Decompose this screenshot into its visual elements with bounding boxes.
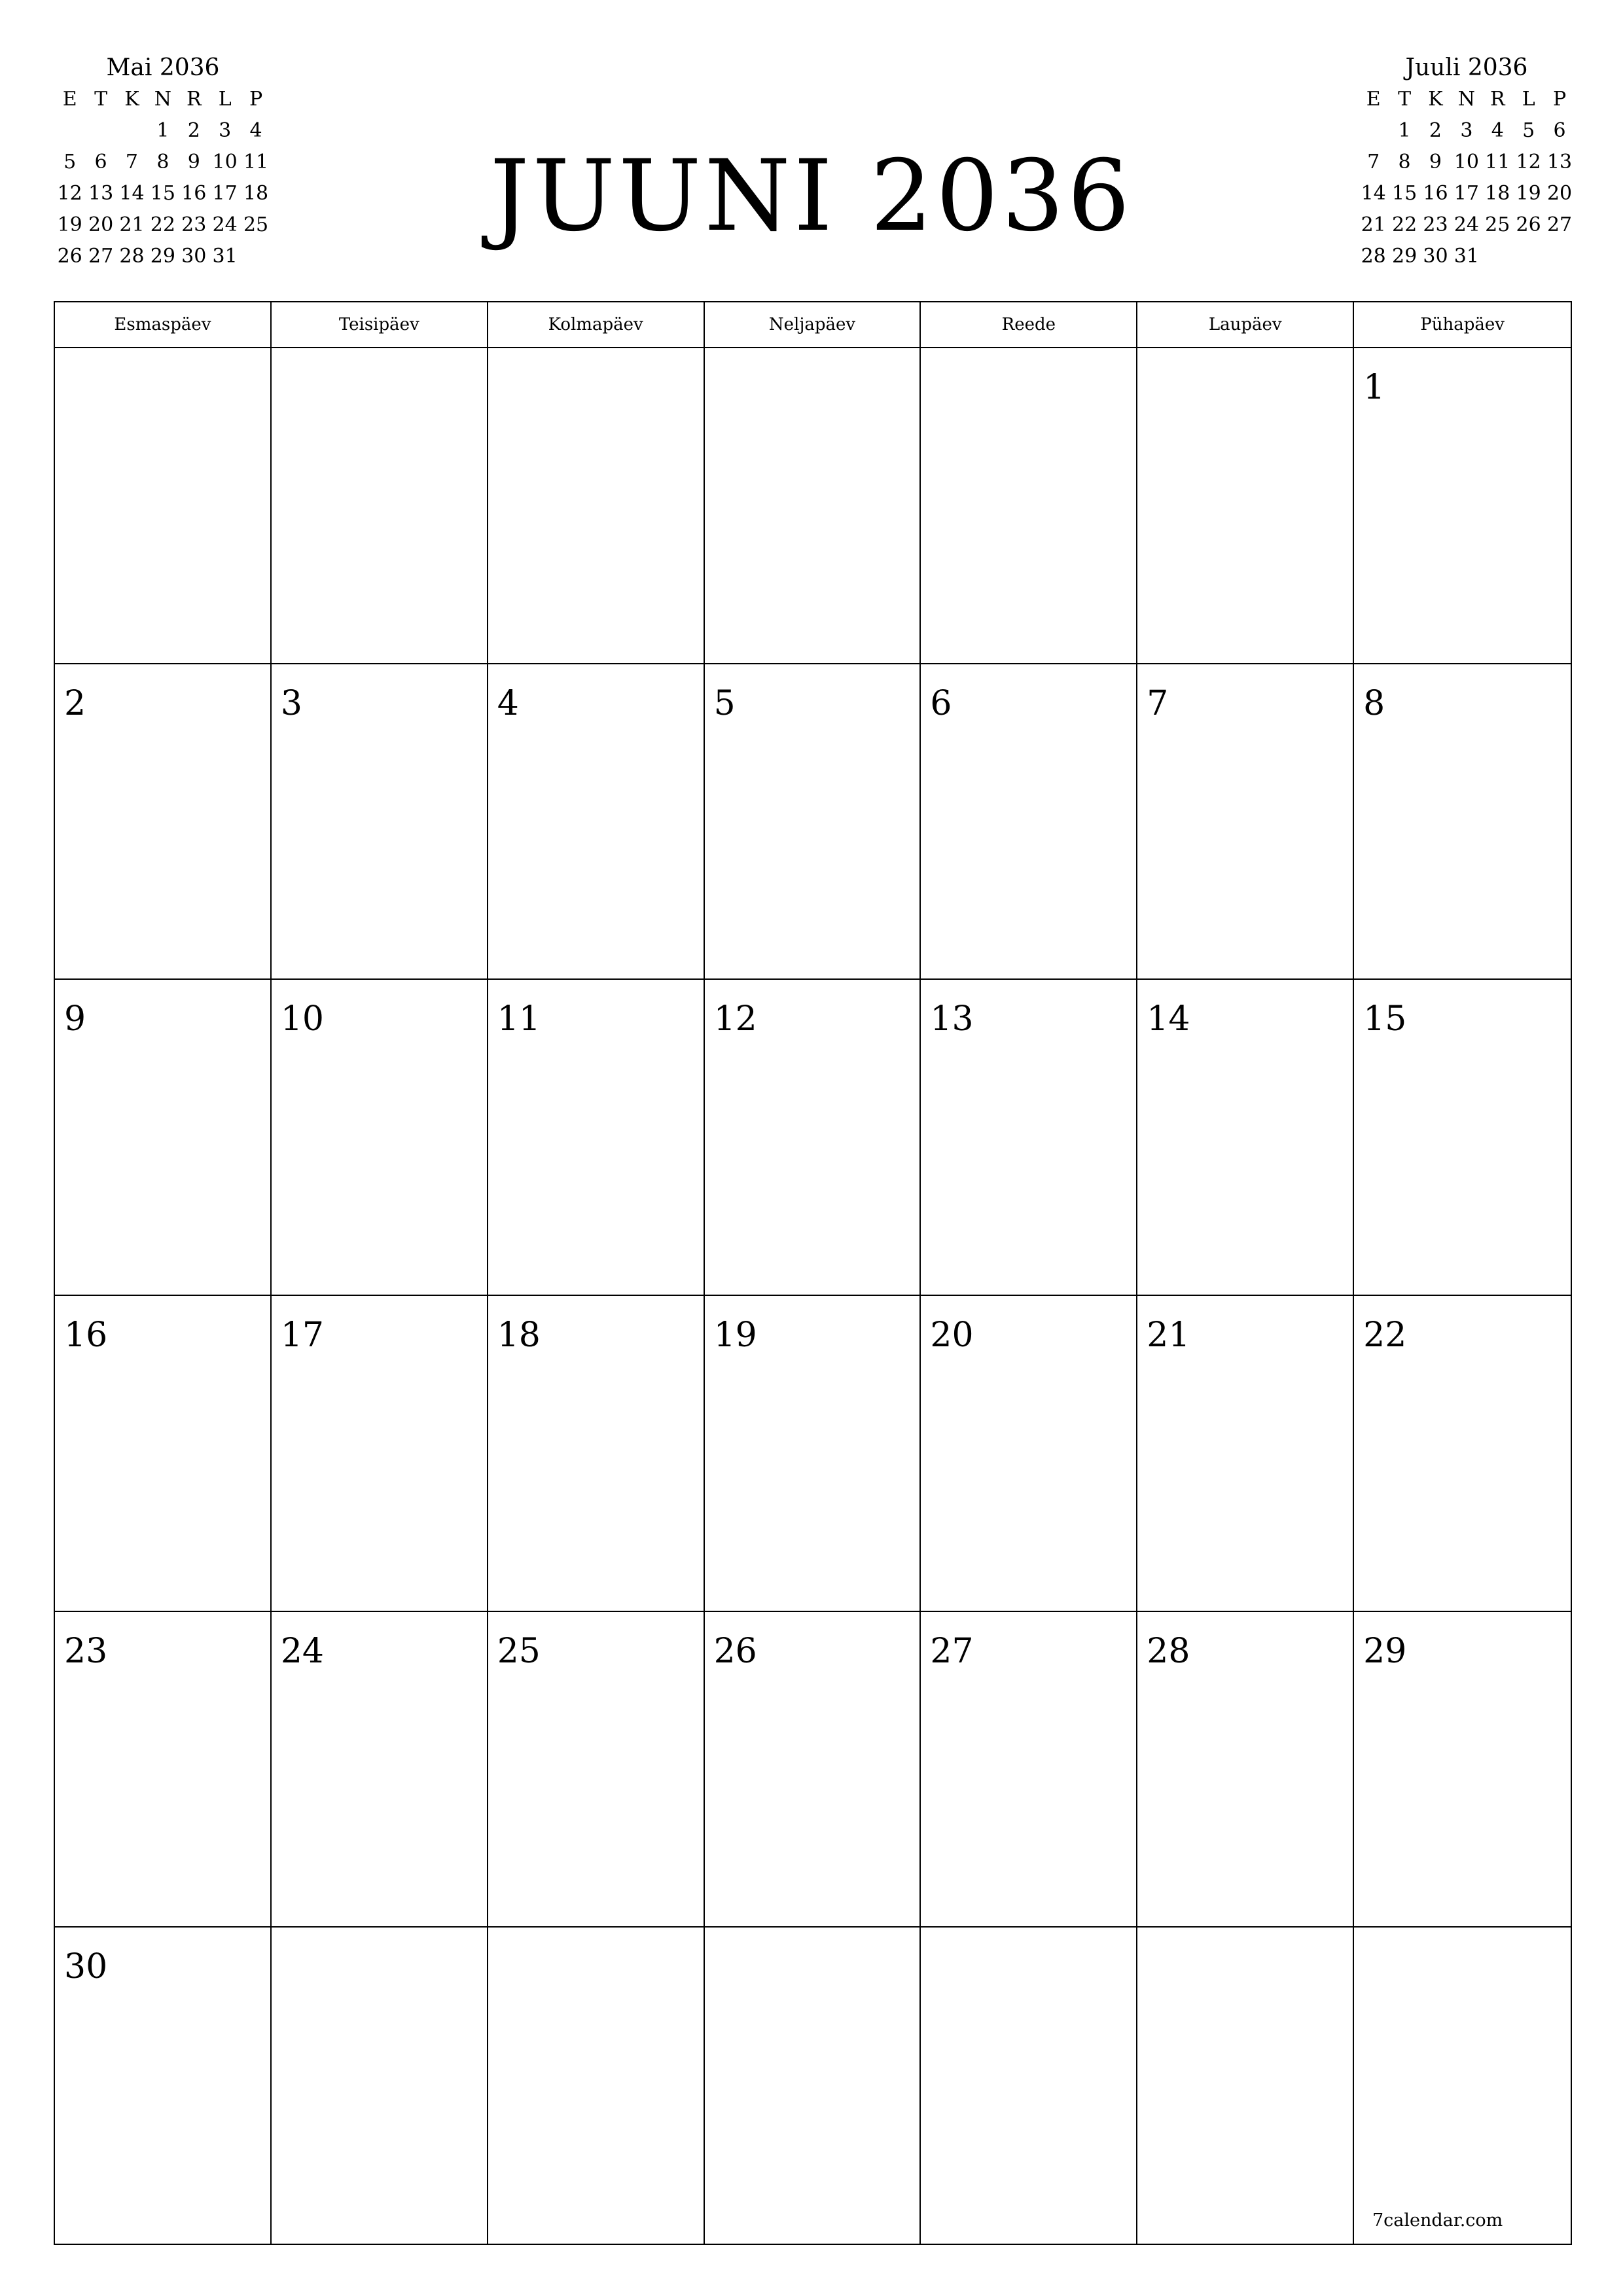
mini-day: 19	[57, 213, 82, 236]
day-number: 9	[64, 999, 86, 1039]
day-cell	[488, 1928, 705, 2244]
day-cell	[1137, 348, 1354, 664]
day-cell	[921, 1612, 1137, 1928]
mini-day: 9	[1429, 151, 1442, 173]
day-number: 29	[1363, 1631, 1407, 1671]
mini-day	[85, 115, 116, 147]
day-cell	[921, 664, 1137, 980]
mini-day: 14	[1361, 182, 1386, 205]
day-cell	[272, 1928, 488, 2244]
day-number: 30	[64, 1947, 108, 1987]
day-cell	[1137, 1296, 1354, 1612]
mini-weekday-label: L	[218, 88, 232, 111]
weekday-header: Teisipäev	[272, 302, 488, 347]
weekday-header: Kolmapäev	[488, 302, 705, 347]
day-cell	[705, 348, 921, 664]
mini-weekday-label: R	[186, 88, 202, 111]
mini-day: 25	[1485, 213, 1510, 236]
mini-weekday-label: N	[154, 88, 171, 111]
day-number: 11	[497, 999, 541, 1039]
mini-day: 10	[212, 151, 238, 173]
mini-day: 21	[1361, 213, 1386, 236]
mini-day: 13	[1546, 151, 1573, 173]
mini-day: 14	[119, 182, 145, 205]
day-cell	[1354, 1296, 1571, 1612]
mini-day: 29	[1391, 245, 1418, 268]
mini-day: 8	[1398, 151, 1411, 173]
mini-day: 15	[150, 182, 175, 205]
mini-day: 25	[243, 213, 269, 236]
mini-calendar-title: Juuli 2036	[1405, 54, 1528, 81]
day-cell	[1354, 1928, 1571, 2244]
day-cell	[55, 1928, 272, 2244]
mini-day: 19	[1516, 182, 1541, 205]
mini-day: 23	[181, 213, 207, 236]
mini-day: 4	[1491, 119, 1504, 142]
mini-day: 2	[1429, 119, 1442, 142]
mini-day: 8	[156, 151, 169, 173]
day-cell	[1137, 664, 1354, 980]
day-cell	[1354, 1612, 1571, 1928]
day-cell	[705, 1928, 921, 2244]
mini-day: 3	[219, 119, 232, 142]
day-number: 10	[280, 999, 325, 1039]
day-number: 5	[713, 683, 736, 723]
mini-day: 10	[1454, 151, 1479, 173]
weekday-header: Laupäev	[1137, 302, 1354, 347]
page-title: JUUNI 2036	[490, 139, 1133, 253]
mini-day: 13	[88, 182, 114, 205]
day-number: 28	[1147, 1631, 1190, 1671]
mini-day: 12	[1516, 151, 1541, 173]
mini-weekday-label: N	[1457, 88, 1475, 111]
mini-day: 26	[1516, 213, 1541, 236]
weekday-header: Pühapäev	[1420, 315, 1505, 334]
mini-day	[54, 115, 85, 147]
mini-day: 15	[1391, 182, 1418, 205]
mini-day: 31	[1454, 245, 1479, 268]
day-grid	[55, 348, 1571, 2244]
mini-weekday-label: K	[1428, 88, 1443, 111]
weekday-header-row	[55, 302, 1571, 348]
day-number: 4	[497, 683, 519, 723]
day-cell	[55, 980, 272, 1296]
footer-credit: 7calendar.com	[1372, 2210, 1503, 2231]
mini-weekday-label: T	[1398, 88, 1412, 111]
mini-day: 5	[1522, 119, 1535, 142]
mini-day: 24	[1454, 213, 1479, 236]
day-number: 8	[1363, 683, 1385, 723]
mini-day: 27	[1546, 213, 1573, 236]
day-number: 1	[1363, 368, 1385, 407]
day-number: 26	[713, 1631, 757, 1671]
day-number: 27	[930, 1631, 974, 1671]
day-cell	[1354, 664, 1571, 980]
day-number: 21	[1147, 1315, 1190, 1355]
day-cell	[55, 664, 272, 980]
day-cell	[1137, 1928, 1354, 2244]
mini-day: 20	[88, 213, 114, 236]
mini-day: 5	[63, 151, 77, 173]
mini-day: 7	[125, 151, 139, 173]
mini-day: 6	[94, 151, 107, 173]
mini-day: 1	[156, 119, 169, 142]
day-cell	[272, 664, 488, 980]
mini-weekday-label: E	[62, 88, 77, 111]
mini-day: 17	[1454, 182, 1479, 205]
day-cell	[705, 1296, 921, 1612]
day-cell	[921, 1296, 1137, 1612]
mini-day: 21	[119, 213, 145, 236]
day-cell	[1137, 980, 1354, 1296]
mini-calendar-next	[1358, 52, 1575, 272]
mini-calendar-grid	[1358, 84, 1575, 272]
mini-weekday-label: K	[124, 88, 139, 111]
mini-day: 12	[57, 182, 82, 205]
day-cell	[1354, 348, 1571, 664]
day-cell	[488, 1612, 705, 1928]
day-cell	[488, 348, 705, 664]
mini-day: 31	[212, 245, 238, 268]
mini-day: 11	[1485, 151, 1510, 173]
day-cell	[705, 980, 921, 1296]
mini-day: 3	[1460, 119, 1473, 142]
day-cell	[488, 980, 705, 1296]
mini-day	[116, 115, 147, 147]
month-calendar	[54, 301, 1572, 2245]
mini-day: 22	[150, 213, 175, 236]
mini-weekday-label: P	[249, 88, 263, 111]
mini-day: 28	[1361, 245, 1386, 268]
mini-day: 22	[1391, 213, 1418, 236]
mini-weekday-label: E	[1366, 88, 1381, 111]
mini-calendar-title: Mai 2036	[106, 54, 220, 81]
day-cell	[55, 348, 272, 664]
weekday-header: Reede	[921, 302, 1137, 347]
day-number: 18	[497, 1315, 541, 1355]
day-cell	[921, 348, 1137, 664]
mini-day: 24	[212, 213, 238, 236]
mini-day: 28	[119, 245, 145, 268]
day-cell	[488, 664, 705, 980]
day-number: 17	[280, 1315, 325, 1355]
mini-day: 18	[1485, 182, 1510, 205]
day-number: 7	[1147, 683, 1169, 723]
mini-weekday-label: L	[1522, 88, 1535, 111]
mini-day: 27	[88, 245, 114, 268]
day-cell	[705, 1612, 921, 1928]
day-cell	[488, 1296, 705, 1612]
day-number: 19	[713, 1315, 757, 1355]
day-cell	[272, 348, 488, 664]
day-number: 20	[930, 1315, 974, 1355]
mini-day: 6	[1553, 119, 1566, 142]
weekday-header: Neljapäev	[705, 302, 921, 347]
mini-weekday-label: P	[1552, 88, 1567, 111]
day-number: 14	[1147, 999, 1190, 1039]
mini-day: 16	[1423, 182, 1448, 205]
mini-day: 26	[57, 245, 82, 268]
mini-weekday-label: R	[1489, 88, 1505, 111]
day-number: 15	[1363, 999, 1407, 1039]
day-cell	[1137, 1612, 1354, 1928]
mini-day: 17	[212, 182, 238, 205]
mini-day: 11	[243, 151, 269, 173]
day-number: 2	[64, 683, 86, 723]
mini-day: 23	[1423, 213, 1448, 236]
day-number: 23	[64, 1631, 108, 1671]
day-cell	[921, 1928, 1137, 2244]
mini-day: 30	[1423, 245, 1448, 268]
day-cell	[55, 1612, 272, 1928]
mini-day: 30	[181, 245, 207, 268]
day-cell	[272, 980, 488, 1296]
mini-weekday-label: T	[94, 88, 108, 111]
mini-day: 9	[187, 151, 200, 173]
day-cell	[1354, 980, 1571, 1296]
mini-day: 7	[1367, 151, 1380, 173]
day-number: 6	[930, 683, 952, 723]
day-number: 22	[1363, 1315, 1407, 1355]
day-number: 24	[280, 1631, 325, 1671]
day-cell	[705, 664, 921, 980]
mini-day: 29	[150, 245, 175, 268]
mini-day: 2	[187, 119, 200, 142]
day-cell	[921, 980, 1137, 1296]
mini-day: 4	[249, 119, 262, 142]
day-number: 3	[280, 683, 302, 723]
day-number: 12	[713, 999, 757, 1039]
day-cell	[55, 1296, 272, 1612]
day-cell	[272, 1612, 488, 1928]
weekday-header: Esmaspäev	[55, 302, 272, 347]
day-number: 16	[64, 1315, 108, 1355]
mini-day: 18	[243, 182, 269, 205]
mini-day: 1	[1398, 119, 1411, 142]
mini-day: 16	[181, 182, 207, 205]
day-cell	[272, 1296, 488, 1612]
mini-day: 20	[1546, 182, 1573, 205]
day-number: 13	[930, 999, 974, 1039]
day-number: 25	[497, 1631, 541, 1671]
mini-day	[1358, 115, 1389, 147]
